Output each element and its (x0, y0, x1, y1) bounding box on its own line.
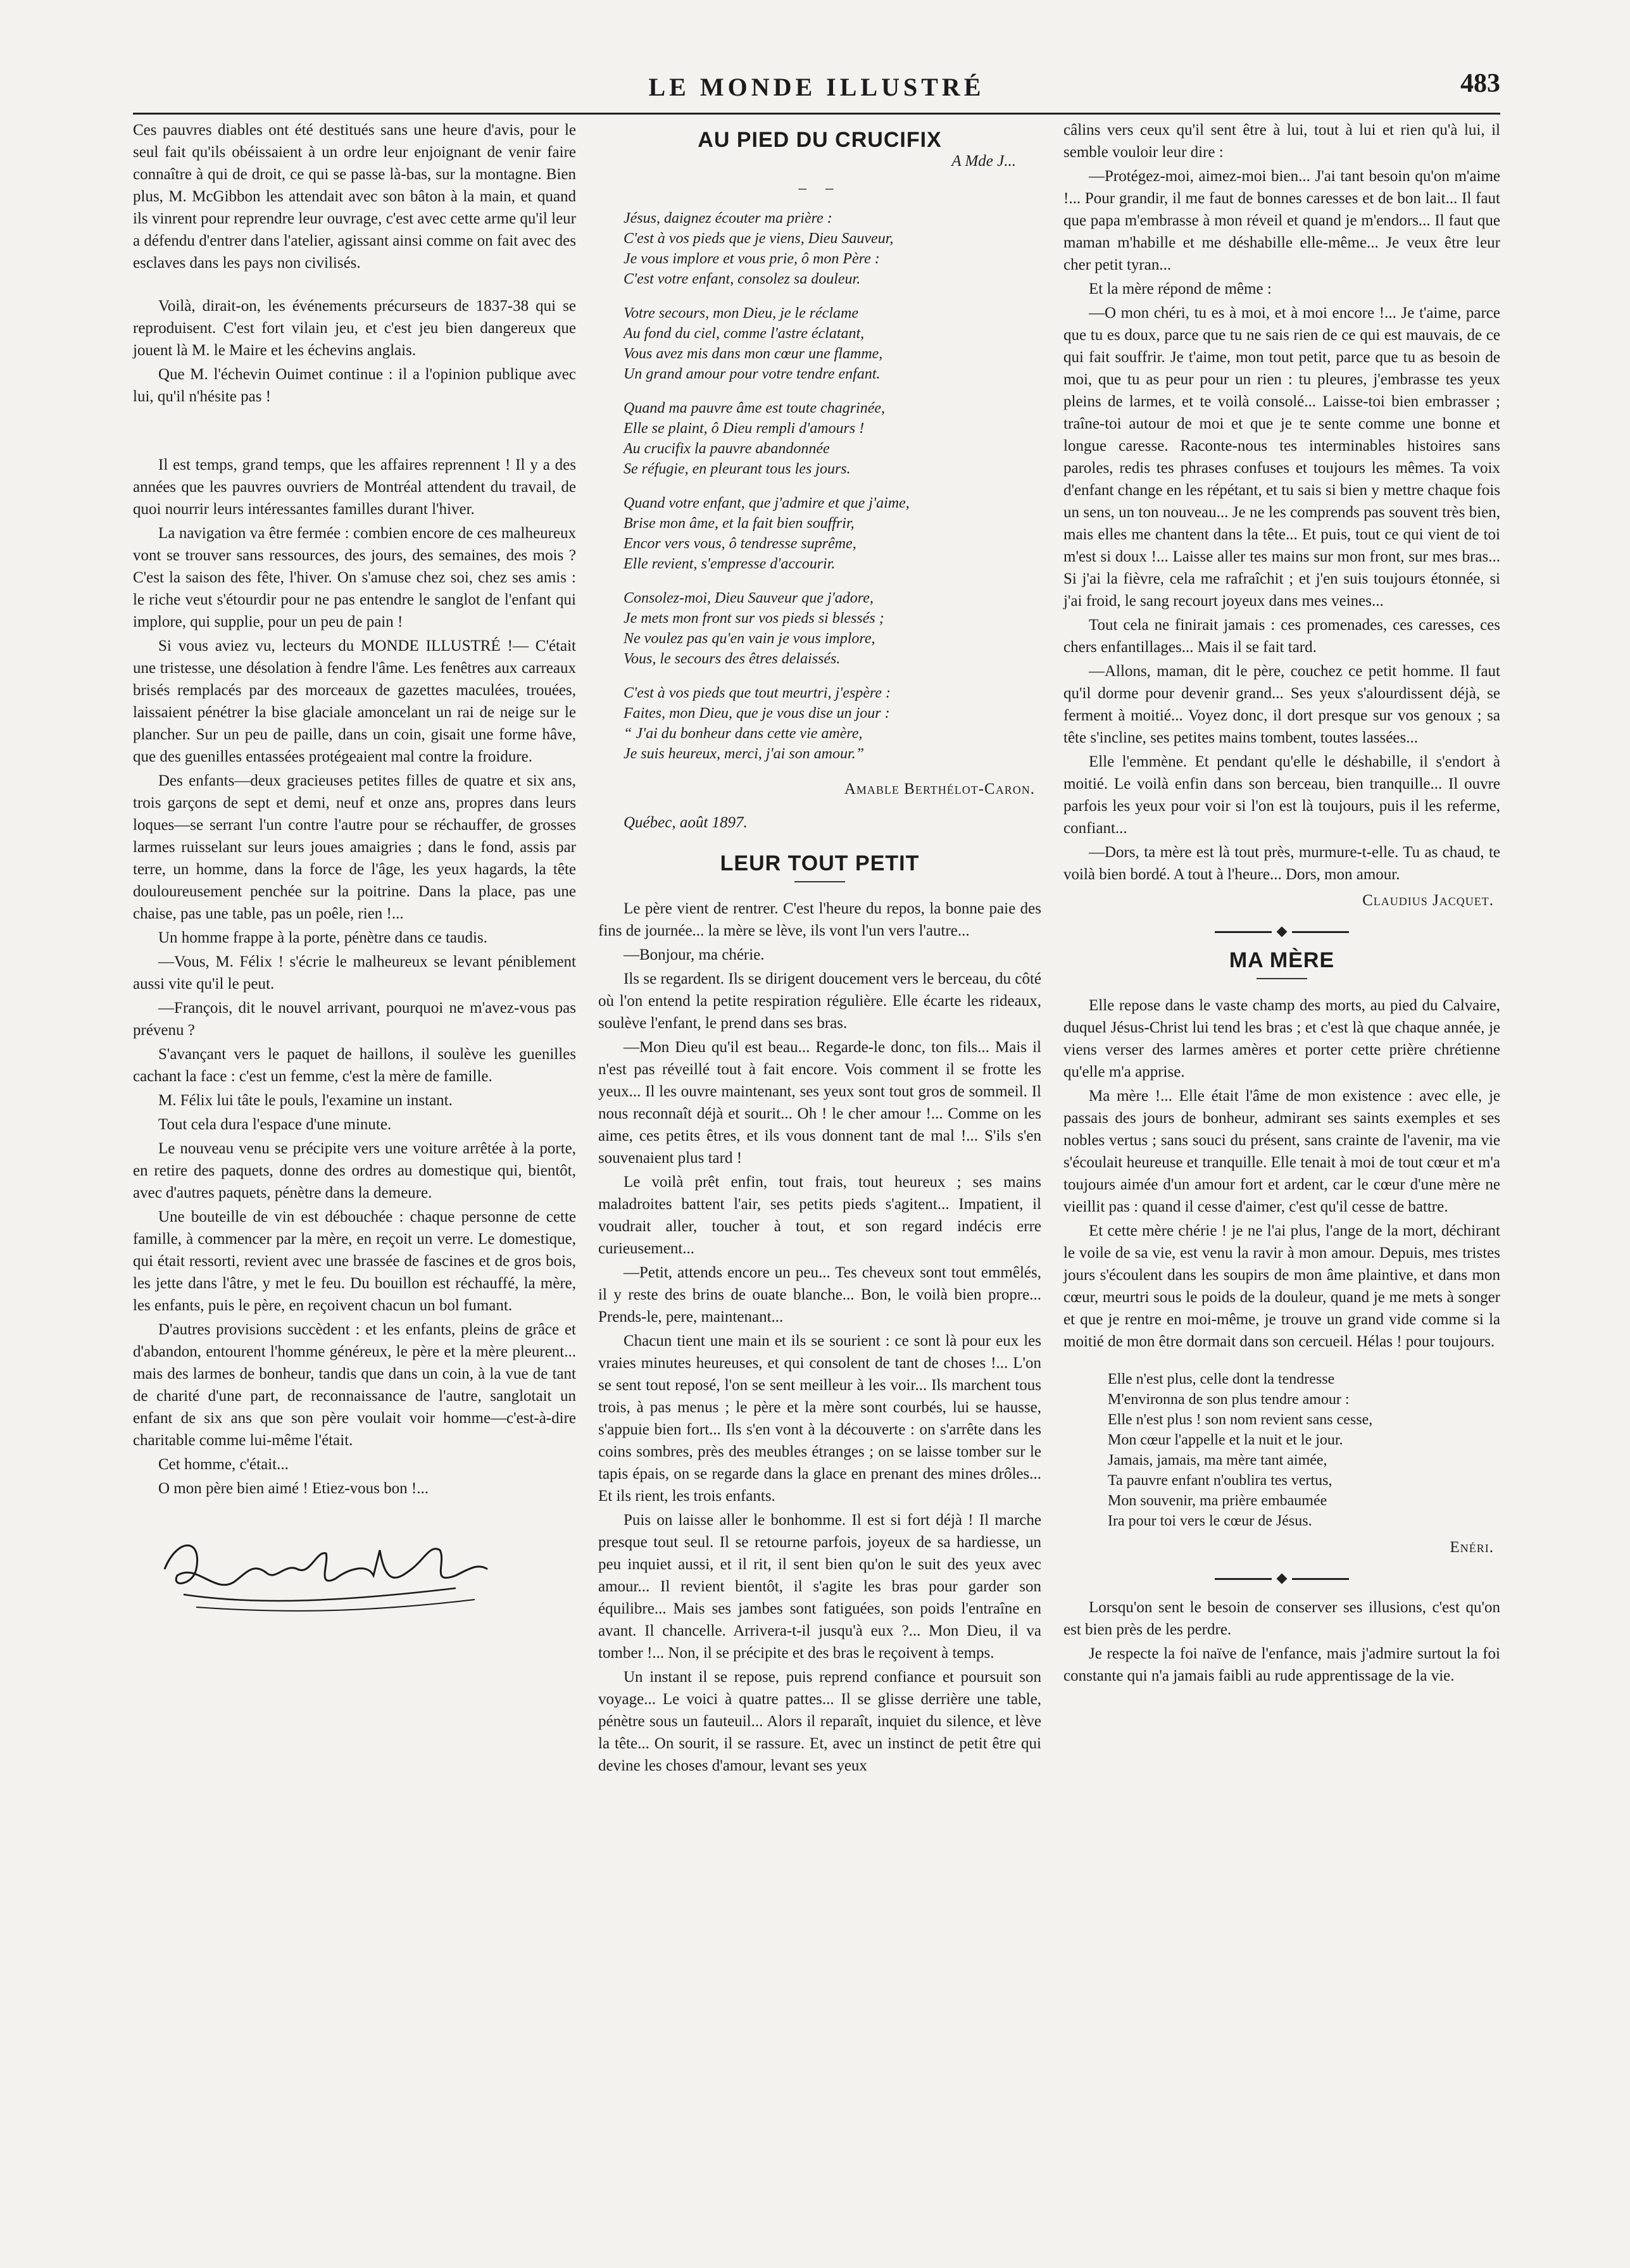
paragraph: —Petit, attends encore un peu... Tes cheveux sont tout emmêlés, il y reste des brins de ouate blanche... Bon, le voilà bien propre... Prends-le, pere, maintenant... (598, 1264, 1041, 1325)
poem-title: AU PIED DU CRUCIFIX (698, 128, 942, 152)
poem-line: Elle n'est plus ! son nom revient sans cesse, (1108, 1412, 1373, 1428)
poem-line: Vous avez mis dans mon cœur une flamme, (624, 346, 883, 362)
paragraph: Ma mère !... Elle était l'âme de mon existence : avec elle, je passais des jours de bonheur, admirant ses saints exemples et ses nobles vertus ; sans souci du présent, sans crainte de l'avenir, ma vie s'écoulait heureuse et tranquille. Elle tenait à moi de tout cœur et m'a toujours aimée d'un amour fort et ardent, car le cœur d'une mère ne vieillit pas : quand il cesse d'aimer, c'est qu'il cesse de battre. (1063, 1087, 1500, 1215)
poem-stanza (624, 303, 1041, 384)
paragraph: Ils se regardent. Ils se dirigent doucement vers le berceau, du côté où l'on entend la petite respiration régulière. Elle écarte les rideaux, soulève l'enfant, le prend dans ses bras. (598, 970, 1041, 1032)
paragraph: Elle repose dans le vaste champ des morts, au pied du Calvaire, duquel Jésus-Christ lui tend les bras ; et c'est là que chaque année, je viens verser des larmes amères et porter cette prière chrétienne qu'elle m'a apprise. (1063, 997, 1500, 1081)
column-1 (133, 119, 576, 1626)
paragraph: Lorsqu'on sent le besoin de conserver ses illusions, c'est qu'on est bien près de les perdre. (1063, 1599, 1500, 1638)
paragraph: Que M. l'échevin Ouimet continue : il a l'opinion publique avec lui, qu'il n'hésite pas ! (133, 366, 576, 405)
poem-line: Un grand amour pour votre tendre enfant. (624, 366, 881, 382)
poem-line: Je suis heureux, merci, j'ai son amour.” (624, 746, 864, 762)
poem-line: Se réfugie, en pleurant tous les jours. (624, 461, 851, 477)
poem-line: Elle revient, s'empresse d'accourir. (624, 556, 836, 572)
paragraph: câlins vers ceux qu'il sent être à lui, tout à lui et rien qu'à lui, il semble vouloir leur dire : (1063, 122, 1500, 161)
story-title: LEUR TOUT PETIT (720, 851, 920, 875)
paragraph: —Mon Dieu qu'il est beau... Regarde-le donc, ton fils... Mais il n'est pas réveillé tout à fait encore. Vois comment il se frotte les yeux... Il les ouvre maintenant, ses yeux sont tout gros de sommeil. Il nous reconnaît déjà et sourit... Oh ! le cher amour !... Comme on les aime, ces petits êtres, et ils vous donnent tant de mal !... S'ils s'en souvenaient plus tard ! (598, 1039, 1041, 1167)
mere-title: MA MÈRE (1229, 948, 1335, 972)
paragraph: M. Félix lui tâte le pouls, l'examine un instant. (158, 1092, 453, 1109)
paragraph: S'avançant vers le paquet de haillons, il soulève les guenilles cachant la face : c'est un femme, c'est la mère de famille. (133, 1046, 576, 1085)
paragraph: —O mon chéri, tu es à moi, et à moi encore !... Je t'aime, parce que tu es doux, parce que tu ne sais rien de ce qui est mauvais, de ce qui fait souffrir. Je t'aime, mon tout petit, parce que tu as besoin de moi, que tu as peur pour un rien : tu pleures, j'embrasse tes yeux pleins de larmes, et te voilà consolé... Laisse-toi bien embrasser ; traîne-toi autour de moi et que je te sente comme une bonne et longue caresse. Raconte-nous tes interminables histoires sans paroles, redis tes phrases confuses et toujours les mêmes. Ta voix d'enfant change en les répétant, et tu sais si bien y mettre chaque fois un sens, un ton nouveau... Je ne les comprends pas souvent très bien, mais elles me chantent dans la tête... Et puis, tout ce qui vient de toi m'est si doux !... Laisse aller tes mains sur mon front, sur mes bras... Si j'ai la fièvre, cela me rafraîchit ; et j'en suis toujours étonnée, si j'ai froid, le sang recourt joyeux dans mes veines... (1063, 304, 1500, 610)
poem-line: Encor vers vous, ô tendresse suprême, (624, 536, 856, 552)
poem-line: Au fond du ciel, comme l'astre éclatant, (624, 325, 865, 342)
poem-line: M'environna de son plus tendre amour : (1108, 1391, 1350, 1408)
poem-line: C'est votre enfant, consolez sa douleur. (624, 271, 861, 287)
poem-line: Faites, mon Dieu, que je vous dise un jour : (624, 705, 890, 722)
poem-line: Vous, le secours des êtres delaissés. (624, 651, 841, 667)
ornament-divider (1063, 1575, 1500, 1582)
paragraph: Le père vient de rentrer. C'est l'heure du repos, la bonne paie des fins de journée... la mère se lève, ils vont l'un vers l'autre... (598, 900, 1041, 939)
paragraph: —Vous, M. Félix ! s'écrie le malheureux se levant péniblement aussi vite qu'il le peut. (133, 953, 576, 993)
poem-line: Consolez-moi, Dieu Sauveur que j'adore, (624, 590, 874, 606)
paragraph: Cet homme, c'était... (158, 1456, 289, 1473)
dash-separator: – – (798, 180, 841, 197)
paragraph: Voilà, dirait-on, les événements précurseurs de 1837-38 qui se reproduisent. C'est fort vilain jeu, et c'est jeu bien dangereux que jouent là M. le Maire et les échevins anglais. (133, 298, 576, 359)
poem-line: Elle n'est plus, celle dont la tendresse (1108, 1371, 1335, 1388)
poem-stanza (624, 398, 1041, 479)
poem-line: Mon cœur l'appelle et la nuit et le jour. (1108, 1432, 1343, 1448)
paragraph: Le nouveau venu se précipite vers une voiture arrêtée à la porte, en retire des paquets, donne des ordres au domestique qui, bientôt, avec d'autres paquets, pénètre dans la demeure. (133, 1140, 576, 1201)
poem-line: Mon souvenir, ma prière embaumée (1108, 1493, 1327, 1509)
paragraph: D'autres provisions succèdent : et les enfants, pleins de grâce et d'abandon, entourent l'homme généreux, le père et la mère pleurent... mais des larmes de bonheur, tandis que dans un coin, à la vue de tant de charité d'une part, de reconnaissance de l'autre, sanglotait un enfant de six ans que son père voulait voir homme—c'est-à-dire charitable comme lui-même l'était. (133, 1321, 576, 1449)
paragraph: Un instant il se repose, puis reprend confiance et poursuit son voyage... Le voici à quatre pattes... Il se glisse derrière une table, pénètre sous un fauteuil... Alors il reparaît, inquiet du silence, et lève la tête... On sourit, il se rassure. Et, avec un instinct de petit être qui devine les choses d'amour, levant ses yeux (598, 1669, 1041, 1774)
story-author: Claudius Jacquet. (1362, 892, 1494, 909)
poem-place-date: Québec, août 1897. (624, 814, 748, 831)
poem-line: Ne voulez pas qu'en vain je vous implore, (624, 630, 875, 647)
poem-line: Ta pauvre enfant n'oublira tes vertus, (1108, 1472, 1332, 1489)
ornament-divider (1063, 928, 1500, 936)
handwritten-signature (158, 1525, 576, 1626)
column-2 (598, 119, 1041, 1779)
poem-stanza (624, 588, 1041, 669)
poem-line: Jamais, jamais, ma mère tant aimée, (1108, 1452, 1327, 1469)
paragraph: Ces pauvres diables ont été destitués sans une heure d'avis, pour le seul fait qu'ils obéissaient à un ordre leur enjoignant de venir faire connaître à qui de droit, ce qui se passe là-bas, sur la montagne. Bien plus, M. McGibbon les attendait avec son bâton à la main, et quand ils vinrent pour reprendre leur ouvrage, c'est avec cette arme qu'il leur a défendu d'entrer dans l'atelier, agissant ainsi comme on fait avec des esclaves dans les pays non civilisés. (133, 122, 576, 272)
paragraph: Le voilà prêt enfin, tout frais, tout heureux ; ses mains maladroites battent l'air, ses petits pieds s'agitent... Impatient, il voudrait aller, toucher à tout, et son regard indécis erre curieusement... (598, 1174, 1041, 1257)
poem-line: Quand votre enfant, que j'admire et que j'aime, (624, 495, 910, 511)
title-rule (794, 881, 845, 882)
paragraph: —Protégez-moi, aimez-moi bien... J'ai tant besoin qu'on m'aime !... Pour grandir, il me faut de bonnes caresses et de bon lait... Il faut que papa m'embrasse à mon réveil et quand je m'endors... Il faut que maman m'habille et me déshabille elle-même... Je veux être leur cher petit tyran... (1063, 168, 1500, 273)
paragraph: Tout cela dura l'espace d'une minute. (158, 1116, 392, 1133)
poem-line: Je mets mon front sur vos pieds si blessés ; (624, 610, 884, 627)
paragraph: Des enfants—deux gracieuses petites filles de quatre et six ans, trois garçons de sept et demi, neuf et onze ans, propres dans leurs loques—se serrant l'un contre l'autre pour se réchauffer, de grosses larmes ruisselant sur leurs joues amaigries ; dans le fond, assis par terre, un homme, dans la force de l'âge, les yeux hagards, la tête douloureusement penchée sur la poitrine. Dans la place, pas une chaise, pas une table, pas un poêle, rien !... (133, 772, 576, 922)
paragraph: Il est temps, grand temps, que les affaires reprennent ! Il y a des années que les pauvres ouvriers de Montréal attendent du travail, de quoi nourrir leurs intéressantes familles durant l'hiver. (133, 456, 576, 518)
paragraph: Chacun tient une main et ils se sourient : ce sont là pour eux les vraies minutes heureuses, et qui consolent de tant de choses !... L'on se sent tout reposé, l'on se sent meilleur à les voir... Ils marchent tous trois, à pas menus ; le père et la mère sont courbés, lui se hausse, s'appuie bien fort... Ils s'en vont à la découverte : on s'arrête dans les coins sombres, près des meubles étranges ; on se laisse tomber sur le tapis épais, on se regarde dans la glace en prenant des mines drôles... Et ils rient, les trois enfants. (598, 1332, 1041, 1505)
poem-line: C'est à vos pieds que je viens, Dieu Sauveur, (624, 230, 894, 247)
page-header (133, 68, 1500, 113)
masthead: LE MONDE ILLUSTRÉ (648, 73, 985, 101)
column-3 (1063, 119, 1500, 1689)
poem-line: Je vous implore et vous prie, ô mon Père : (624, 251, 880, 267)
paragraph: Si vous aviez vu, lecteurs du MONDE ILLUSTRÉ !— C'était une tristesse, une désolation à fendre l'âme. Les fenêtres aux carreaux brisés remplacés par des morceaux de gazettes maculées, trouées, laissaient pénétrer la bise glaciale amoncelant un rai de neige sur le plancher. Sur un peu de paille, dans un coin, gisait une forme hâve, que des guenilles entassées protégeaient mal contre la froidure. (133, 637, 576, 765)
paragraph: La navigation va être fermée : combien encore de ces malheureux vont se trouver sans ressources, des jours, des semaines, des mois ? C'est la saison des fête, l'hiver. On s'amuse chez soi, chez ses amis : le riche veut s'étourdir pour ne pas entendre le sanglot de l'enfant qui implore, qui supplie, pour un peu de pain ! (133, 525, 576, 630)
poem-line: Ira pour toi vers le cœur de Jésus. (1108, 1513, 1312, 1529)
poem-author: Amable Berthélot-Caron. (844, 780, 1035, 798)
poem-line: Jésus, daignez écouter ma prière : (624, 210, 832, 227)
page-number: 483 (1460, 69, 1500, 98)
poem-line: Elle se plaint, ô Dieu rempli d'amours ! (624, 420, 865, 437)
paragraph: Une bouteille de vin est débouchée : chaque personne de cette famille, à commencer par la mère, en reçoit un verre. Le domestique, qui était ressorti, revient avec une brassée de fascines et de gros bois, les jette dans l'âtre, y met le feu. Du bouillon est réchauffé, la mère, les enfants, puis le père, en reçoivent chacun un bol fumant. (133, 1208, 576, 1314)
poem-stanza (624, 208, 1041, 289)
paragraph: Puis on laisse aller le bonhomme. Il est si fort déjà ! Il marche presque tout seul. Il se retourne parfois, joyeux de sa hardiesse, un peu inquiet aussi, et il rit, il sent bien qu'on le suit des yeux avec amour... Il revient bientôt, il s'agite les bras pour garder son équilibre... Mais ses jambes sont fatiguées, son poids l'entraîne en avant. Il chancelle. Arrivera-t-il jusqu'à eux ?... Mon Dieu, il va tomber !... Non, il se précipite et des bras le reçoivent à temps. (598, 1512, 1041, 1662)
poem-line: Brise mon âme, et la fait bien souffrir, (624, 515, 855, 532)
poem-dedication: A Mde J... (951, 153, 1016, 170)
poem-line: Votre secours, mon Dieu, je le réclame (624, 305, 859, 322)
title-rule (1257, 978, 1307, 979)
paragraph: —Bonjour, ma chérie. (624, 946, 765, 963)
poem-line: Au crucifix la pauvre abandonnée (624, 441, 830, 457)
paragraph: O mon père bien aimé ! Etiez-vous bon !... (158, 1480, 429, 1497)
mere-poem (1108, 1369, 1500, 1531)
paragraph: —Dors, ta mère est là tout près, murmure-t-elle. Tu as chaud, te voilà bien bordé. A tout à l'heure... Dors, mon amour. (1063, 844, 1500, 883)
poem-stanza (624, 493, 1041, 574)
mere-author: Enéri. (1450, 1539, 1494, 1556)
poem-line: Quand ma pauvre âme est toute chagrinée, (624, 400, 886, 417)
paragraph: Elle l'emmène. Et pendant qu'elle le déshabille, il s'endort à moitié. Le voilà enfin dans son berceau, bien tranquille... Il ouvre parfois les yeux pour voir si l'on est là toujours, puis il les referme, confiant... (1063, 753, 1500, 837)
paragraph: Je respecte la foi naïve de l'enfance, mais j'admire surtout la foi constante qui n'a jamais faibli au rude apprentissage de la vie. (1063, 1645, 1500, 1684)
paragraph: Tout cela ne finirait jamais : ces promenades, ces caresses, ces chers enfantillages... Mais il se fait tard. (1063, 617, 1500, 656)
paragraph: —François, dit le nouvel arrivant, pourquoi ne m'avez-vous pas prévenu ? (133, 999, 576, 1039)
paragraph: Un homme frappe à la porte, pénètre dans ce taudis. (158, 929, 487, 946)
poem-line: “ J'ai du bonheur dans cette vie amère, (624, 725, 863, 742)
paragraph: —Allons, maman, dit le père, couchez ce petit homme. Il faut qu'il dorme pour devenir grand... Ses yeux s'alourdissent déjà, se ferment à moitié... Voyez donc, il dort presque sur vos genoux ; sa tête s'incline, ses petites mains tombent, toutes lassées... (1063, 663, 1500, 746)
header-rule (133, 113, 1500, 115)
poem-line: C'est à vos pieds que tout meurtri, j'espère : (624, 685, 891, 701)
paragraph: Et la mère répond de même : (1089, 280, 1272, 298)
poem-stanza (624, 683, 1041, 764)
paragraph: Et cette mère chérie ! je ne l'ai plus, l'ange de la mort, déchirant le voile de sa vie, est venu la ravir à mon amour. Depuis, mes tristes jours s'écoulent dans les soupirs de mon âme plaintive, et dans mon cœur, meurtri sous le poids de la douleur, quand je me mets à songer et que je rentre en moi-même, je trouve un grand vide comme si la moitié de mon être dormait dans son cercueil. Hélas ! pour toujours. (1063, 1222, 1500, 1350)
